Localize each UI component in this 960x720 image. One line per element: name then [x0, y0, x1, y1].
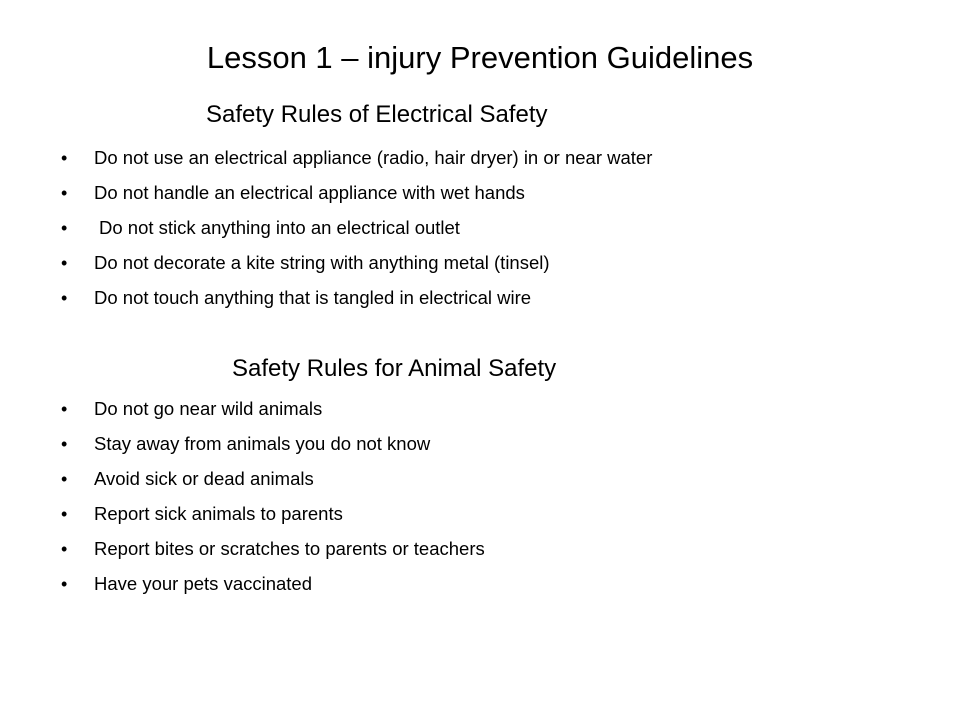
list-item-text: Stay away from animals you do not know — [94, 433, 431, 454]
bullet-icon: • — [61, 148, 68, 168]
bullet-icon: • — [61, 288, 68, 308]
bullet-icon: • — [61, 469, 68, 489]
bullet-icon: • — [61, 504, 68, 524]
list-item-text: Do not stick anything into an electrical outlet — [99, 217, 460, 238]
list-item-text: Do not decorate a kite string with anything metal (tinsel) — [94, 252, 550, 273]
list-item-text: Have your pets vaccinated — [94, 573, 313, 594]
bullet-icon: • — [61, 183, 68, 203]
list-item-text: Do not handle an electrical appliance with wet hands — [94, 182, 525, 203]
section-heading-animal: Safety Rules for Animal Safety — [232, 355, 557, 382]
bullet-icon: • — [61, 539, 68, 559]
bullet-icon: • — [61, 218, 68, 238]
list-item-text: Do not use an electrical appliance (radio, hair dryer) in or near water — [94, 147, 653, 168]
list-item-text: Do not touch anything that is tangled in electrical wire — [94, 287, 532, 308]
list-item-text: Avoid sick or dead animals — [94, 468, 314, 489]
bullet-icon: • — [61, 434, 68, 454]
slide-title: Lesson 1 – injury Prevention Guidelines — [206, 40, 754, 75]
list-item-text: Do not go near wild animals — [94, 398, 323, 419]
section-heading-electrical: Safety Rules of Electrical Safety — [206, 101, 548, 128]
list-item-text: Report bites or scratches to parents or teachers — [94, 538, 485, 559]
bullet-icon: • — [61, 574, 68, 594]
bullet-icon: • — [61, 399, 68, 419]
list-item-text: Report sick animals to parents — [94, 503, 343, 524]
bullet-icon: • — [61, 253, 68, 273]
